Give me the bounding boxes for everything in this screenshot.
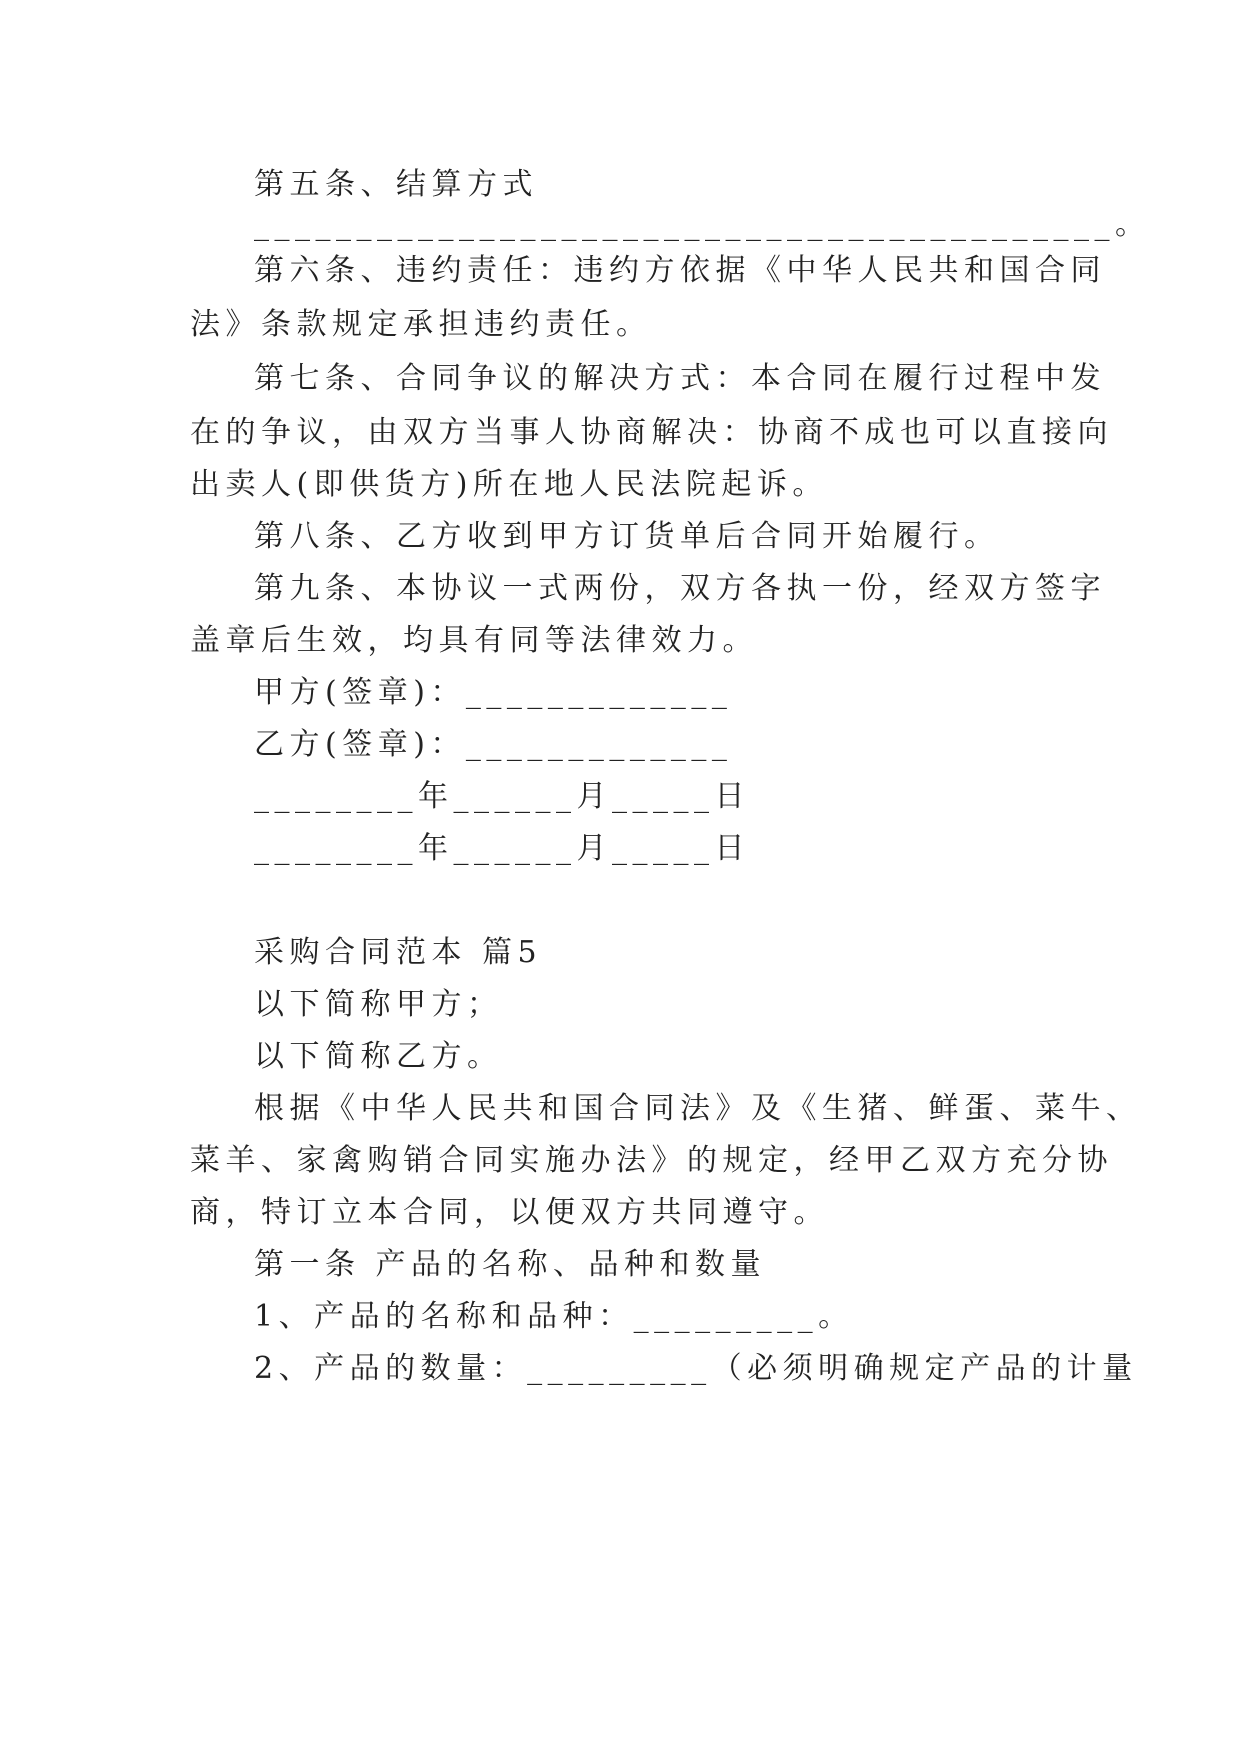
product-name-line: 1、产品的名称和品种：_________。	[254, 1299, 854, 1334]
contract-section-title: 采购合同范本 篇5	[254, 935, 543, 970]
article-6-line-2: 法》条款规定承担违约责任。	[190, 307, 652, 342]
article-9-line-2: 盖章后生效，均具有同等法律效力。	[190, 623, 758, 658]
article-6-line-1: 第六条、违约责任：违约方依据《中华人民共和国合同	[254, 253, 1106, 288]
article-9-line-1: 第九条、本协议一式两份，双方各执一份，经双方签字	[254, 571, 1106, 606]
article-1-heading: 第一条 产品的名称、品种和数量	[254, 1247, 767, 1282]
party-b-definition: 以下简称乙方。	[254, 1039, 503, 1074]
party-a-signature-line: 甲方(签章)：_____________	[254, 675, 733, 710]
settlement-blank-line: __________________________________________。	[254, 207, 1151, 242]
product-quantity-line: 2、产品的数量：_________（必须明确规定产品的计量	[254, 1351, 1138, 1386]
article-7-line-3: 出卖人(即供货方)所在地人民法院起诉。	[190, 467, 828, 502]
article-7-line-2: 在的争议，由双方当事人协商解决：协商不成也可以直接向	[190, 415, 1113, 450]
preamble-line-2: 菜羊、家禽购销合同实施办法》的规定，经甲乙双方充分协	[190, 1143, 1113, 1178]
party-b-signature-line: 乙方(签章)：_____________	[254, 727, 733, 762]
article-7-line-1: 第七条、合同争议的解决方式：本合同在履行过程中发	[254, 361, 1106, 396]
article-5-heading: 第五条、结算方式	[254, 167, 538, 202]
preamble-line-1: 根据《中华人民共和国合同法》及《生猪、鲜蛋、菜牛、	[254, 1091, 1142, 1126]
date-line-1: ________年______月_____日	[254, 779, 750, 814]
date-line-2: ________年______月_____日	[254, 831, 750, 866]
article-8: 第八条、乙方收到甲方订货单后合同开始履行。	[254, 519, 1000, 554]
preamble-line-3: 商，特订立本合同，以便双方共同遵守。	[190, 1195, 829, 1230]
party-a-definition: 以下简称甲方；	[254, 987, 503, 1022]
